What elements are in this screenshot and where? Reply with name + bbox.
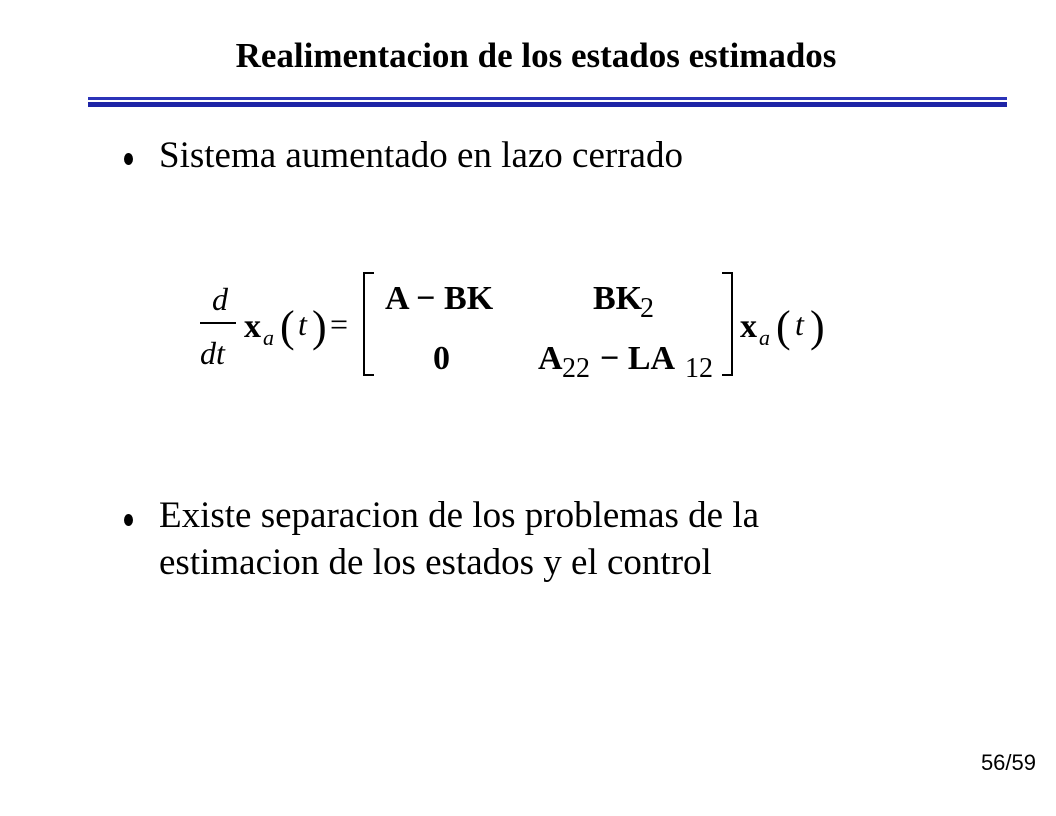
matrix-entry-12: BK xyxy=(593,280,643,317)
matrix-right-bracket xyxy=(722,273,732,375)
matrix-entry-22-b-subscript: 12 xyxy=(685,353,713,384)
title-rule-top xyxy=(88,97,1007,100)
time-arg: t xyxy=(298,306,307,342)
derivative-numerator: d xyxy=(212,281,228,317)
matrix-entry-22-la: − LA xyxy=(600,340,676,377)
rhs-arg-open-paren: ( xyxy=(776,302,791,351)
title-rule-bottom xyxy=(88,102,1007,107)
derivative-denominator: dt xyxy=(200,335,225,371)
page-number: 56/59 xyxy=(980,750,1036,775)
matrix-entry-22-a-subscript: 22 xyxy=(562,353,590,384)
bullet-icon xyxy=(124,153,133,165)
bullet-text-2-line-2: estimacion de los estados y el control xyxy=(159,542,712,583)
closed-loop-equation xyxy=(198,265,838,385)
state-subscript: a xyxy=(263,325,274,350)
matrix-left-bracket xyxy=(364,273,374,375)
rhs-state-vector: x xyxy=(740,308,757,345)
bullet-icon xyxy=(124,514,133,526)
rhs-arg-close-paren: ) xyxy=(810,302,825,351)
arg-close-paren: ) xyxy=(312,302,327,351)
equals-sign: = xyxy=(330,306,349,342)
rhs-time-arg: t xyxy=(795,306,804,342)
state-vector: x xyxy=(244,308,261,345)
matrix-entry-12-subscript: 2 xyxy=(640,293,654,324)
arg-open-paren: ( xyxy=(280,302,295,351)
bullet-text-2-line-1: Existe separacion de los problemas de la xyxy=(159,495,760,536)
matrix-entry-21: 0 xyxy=(433,340,450,377)
matrix-entry-11: A − BK xyxy=(385,280,494,317)
matrix-entry-22-a: A xyxy=(538,340,563,377)
rhs-state-subscript: a xyxy=(759,325,770,350)
bullet-text-1: Sistema aumentado en lazo cerrado xyxy=(159,135,683,176)
slide-title: Realimentacion de los estados estimados xyxy=(235,36,837,75)
